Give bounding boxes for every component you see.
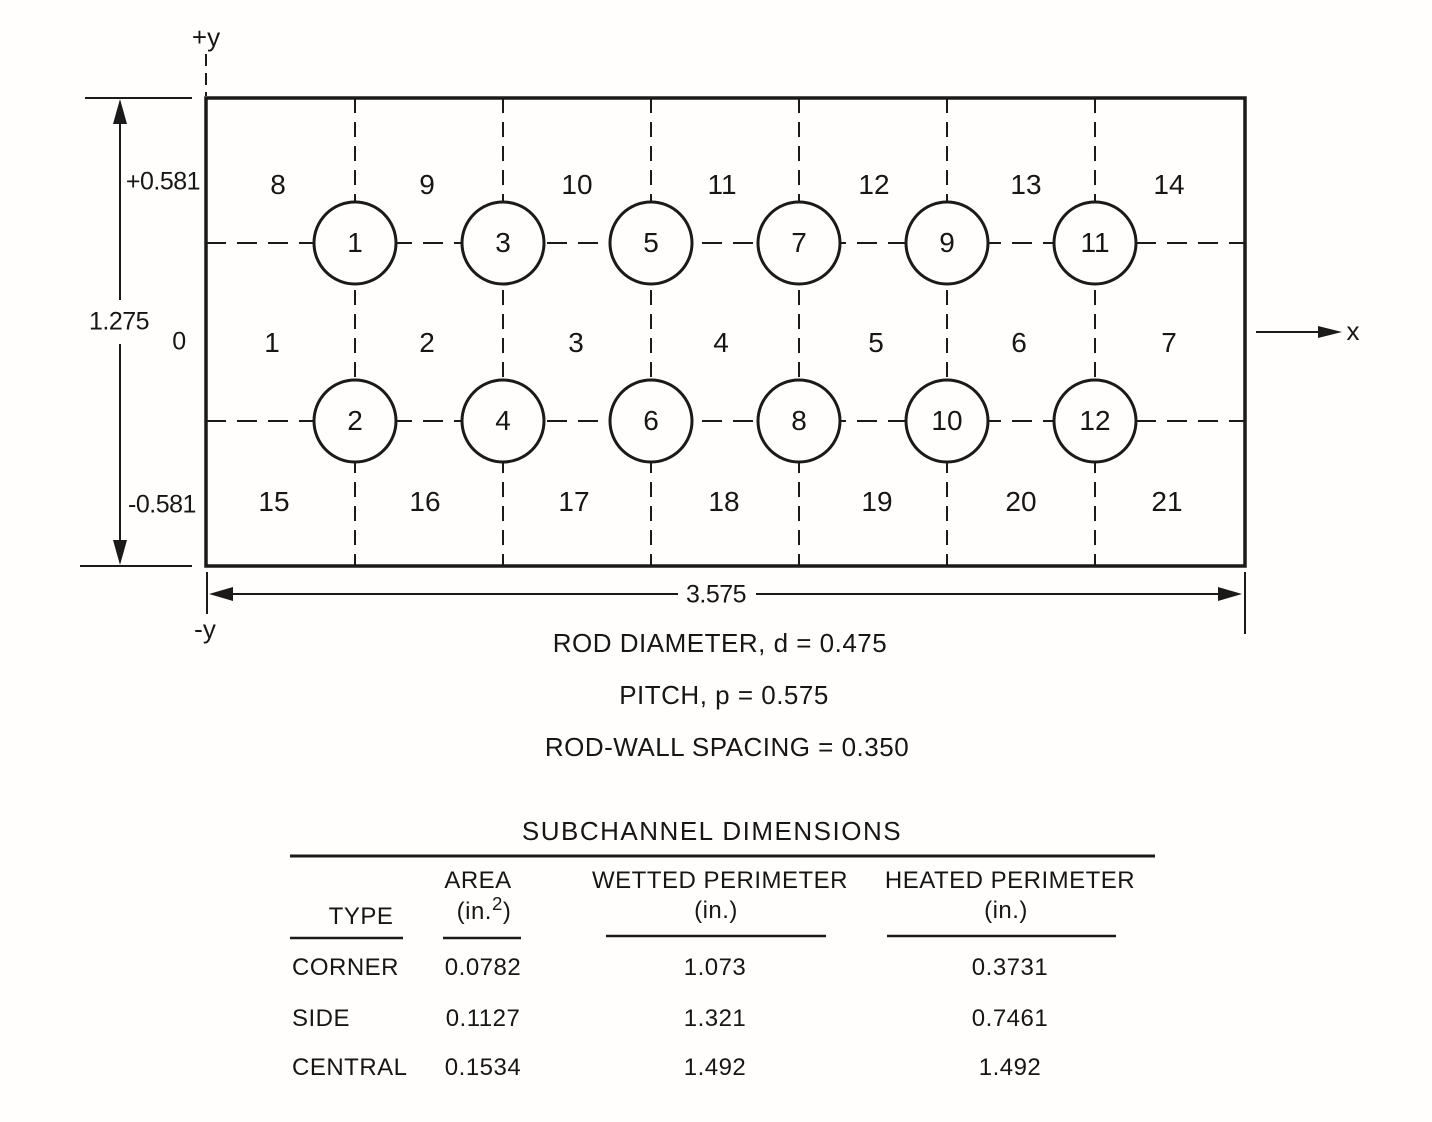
- x-axis-arrowhead: [1318, 326, 1342, 338]
- subchannel-number-15: 15: [258, 486, 290, 517]
- subchannel-number-14: 14: [1153, 169, 1185, 200]
- subchannel-number-1: 1: [264, 327, 280, 358]
- rod-number-12: 12: [1079, 405, 1111, 436]
- subchannel-number-4: 4: [713, 327, 729, 358]
- cell-area-corner: 0.0782: [444, 954, 522, 981]
- subchannel-number-2: 2: [419, 327, 435, 358]
- note-rod-wall-spacing: ROD-WALL SPACING = 0.350: [544, 732, 910, 762]
- cell-heated-side: 0.7461: [971, 1005, 1049, 1032]
- col-header-wetted: WETTED PERIMETER: [591, 867, 849, 894]
- subchannel-number-5: 5: [868, 327, 884, 358]
- dim-y-zero-label: 0: [172, 327, 186, 356]
- subchannel-number-17: 17: [558, 486, 590, 517]
- dim-y-top-label: +0.581: [125, 167, 201, 196]
- plus-y-axis-label: +y: [191, 22, 221, 52]
- col-header-heated: HEATED PERIMETER: [884, 867, 1136, 894]
- subchannel-number-12: 12: [858, 169, 890, 200]
- col-header-type: TYPE: [328, 903, 394, 930]
- area-unit-superscript: 2: [491, 893, 503, 914]
- x-axis-label: x: [1346, 316, 1360, 346]
- cell-heated-central: 1.492: [978, 1054, 1042, 1081]
- rod-number-11: 11: [1080, 227, 1110, 258]
- cell-heated-corner: 0.3731: [971, 954, 1049, 981]
- subchannel-number-8: 8: [270, 169, 286, 200]
- subchannel-number-21: 21: [1151, 486, 1183, 517]
- subchannel-number-20: 20: [1005, 486, 1037, 517]
- subchannel-number-10: 10: [561, 169, 593, 200]
- minus-y-axis-label: -y: [194, 614, 216, 644]
- rod-number-1: 1: [347, 227, 363, 258]
- rod-number-5: 5: [643, 227, 659, 258]
- dim-y-bottom-label: -0.581: [128, 490, 196, 519]
- rod-number-10: 10: [931, 405, 963, 436]
- cell-type-corner: CORNER: [292, 954, 400, 981]
- cell-wetted-corner: 1.073: [683, 954, 747, 981]
- subchannel-number-13: 13: [1010, 169, 1042, 200]
- col-header-area: AREA: [444, 867, 512, 894]
- rod-number-3: 3: [495, 227, 511, 258]
- rod-number-8: 8: [791, 405, 807, 436]
- col-header-wetted-unit: (in.): [694, 897, 738, 924]
- subchannel-number-16: 16: [409, 486, 441, 517]
- subchannel-number-9: 9: [419, 169, 435, 200]
- cell-type-side: SIDE: [292, 1005, 351, 1032]
- subchannel-number-3: 3: [568, 327, 584, 358]
- subchannel-number-7: 7: [1161, 327, 1177, 358]
- rod-number-6: 6: [643, 405, 659, 436]
- note-rod-diameter: ROD DIAMETER, d = 0.475: [552, 628, 888, 658]
- table-header-underlines: [290, 936, 1116, 938]
- cell-type-central: CENTRAL: [292, 1054, 408, 1081]
- subchannel-number-19: 19: [861, 486, 893, 517]
- dim-total-width-label: 3.575: [680, 583, 752, 608]
- table-title: SUBCHANNEL DIMENSIONS: [521, 816, 903, 846]
- rod-number-2: 2: [347, 405, 363, 436]
- subchannel-number-6: 6: [1011, 327, 1027, 358]
- cell-wetted-side: 1.321: [683, 1005, 747, 1032]
- rod-number-7: 7: [791, 227, 807, 258]
- subchannel-number-18: 18: [708, 486, 740, 517]
- note-pitch: PITCH, p = 0.575: [619, 680, 829, 710]
- col-header-heated-unit: (in.): [984, 897, 1028, 924]
- rod-number-9: 9: [939, 227, 955, 258]
- rod-number-4: 4: [495, 405, 511, 436]
- cell-area-central: 0.1534: [444, 1054, 522, 1081]
- dim-total-height-label: 1.275: [83, 310, 155, 335]
- col-header-area-unit: (in.$^2$): [456, 893, 512, 925]
- cell-wetted-central: 1.492: [683, 1054, 747, 1081]
- subchannel-number-11: 11: [707, 169, 737, 200]
- cell-area-side: 0.1127: [445, 1005, 521, 1032]
